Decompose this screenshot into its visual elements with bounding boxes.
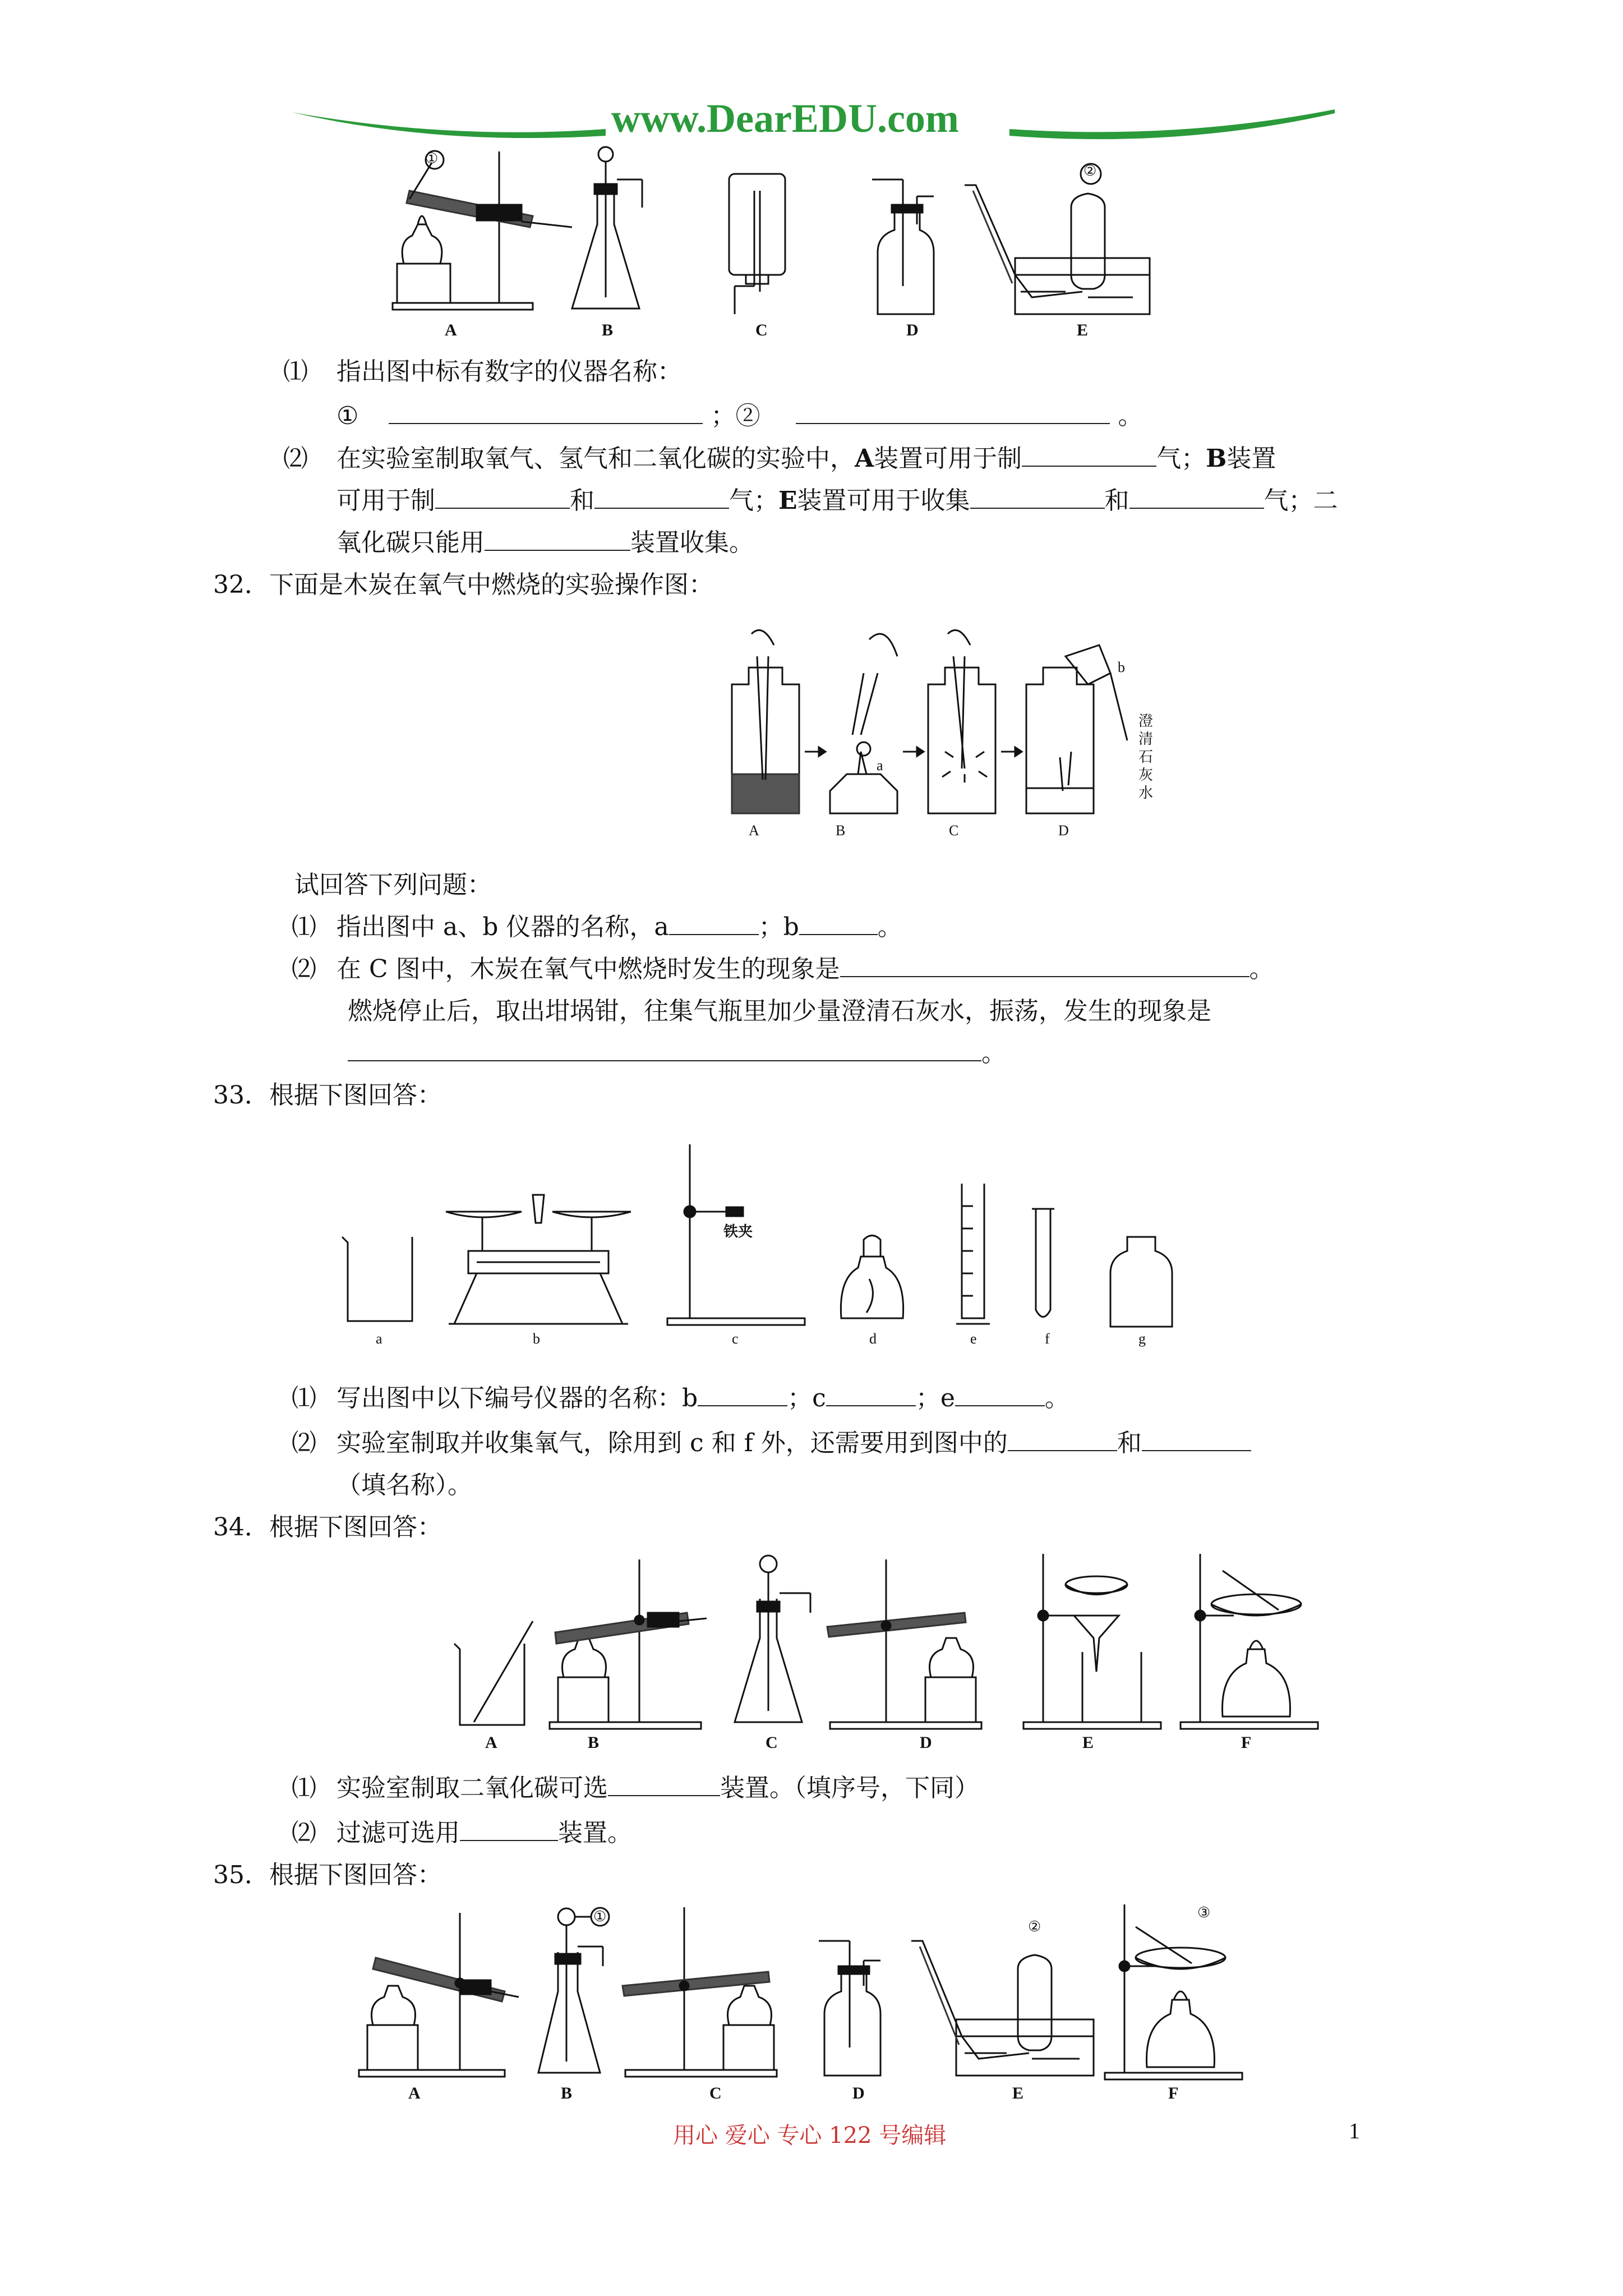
- q31-p2-line3: 氧化碳只能用 装置收集。: [336, 528, 754, 557]
- blank-q32-a[interactable]: [669, 912, 759, 935]
- footer-text: 用心 爱心 专心 122 号编辑: [673, 2123, 947, 2148]
- q31-p2-num: ⑵: [283, 444, 308, 473]
- q33-graduated-cylinder: [953, 1184, 998, 1329]
- q33-label-d: d: [869, 1331, 877, 1347]
- site-logo-text: www.DearEDU.com: [611, 96, 959, 141]
- banner-swoosh-left: [292, 101, 606, 146]
- q31-apparatus-A: [387, 151, 578, 320]
- q33-p2-line2: （填名称）。: [336, 1471, 472, 1499]
- q32-label-C: C: [949, 822, 959, 839]
- q32-p1-num: ⑴: [292, 913, 316, 941]
- blank-q31-5[interactable]: [594, 485, 729, 509]
- q33-label-g: g: [1138, 1331, 1146, 1347]
- q34-label-A: A: [485, 1733, 497, 1752]
- q34-apparatus-C: [729, 1554, 819, 1731]
- q32-label-A: A: [749, 822, 759, 839]
- q33-clamp-label: 铁夹: [723, 1223, 753, 1240]
- q33-test-tube: [1029, 1206, 1057, 1329]
- q33-beaker: [339, 1234, 418, 1324]
- q35-marker-2: ②: [1028, 1918, 1041, 1935]
- q34-title: 34．根据下图回答：: [213, 1513, 442, 1542]
- q35-apparatus-A: [353, 1913, 522, 2081]
- blank-q31-3[interactable]: [1022, 443, 1156, 467]
- q35-label-D: D: [852, 2084, 865, 2102]
- q32-p2-num: ⑵: [292, 955, 316, 983]
- q31-apparatus-D: [872, 174, 945, 320]
- blank-q34-1[interactable]: [608, 1773, 720, 1796]
- q33-label-f: f: [1045, 1331, 1050, 1347]
- q35-label-A: A: [408, 2084, 421, 2102]
- q32-p1: 指出图中 a、b 仪器的名称，a ；b 。: [336, 913, 902, 941]
- q31-apparatus-C: [723, 174, 791, 320]
- q35-title: 35．根据下图回答：: [213, 1861, 442, 1889]
- banner-swoosh-right: [1009, 101, 1335, 146]
- q31-marker-1: ①: [425, 150, 439, 167]
- q34-p2-num: ⑵: [292, 1819, 316, 1847]
- blank-q33-g[interactable]: [1142, 1428, 1251, 1451]
- q35-apparatus-D: [819, 1935, 892, 2081]
- q35-label-F: F: [1168, 2084, 1179, 2102]
- q34-apparatus-F: [1178, 1554, 1324, 1731]
- q35-apparatus-B: [536, 1904, 631, 2081]
- q31-label-E: E: [1077, 321, 1089, 339]
- q31-label-A: A: [445, 321, 457, 339]
- q31-p1-text: 指出图中标有数字的仪器名称：: [336, 357, 682, 386]
- blank-q32-c[interactable]: [840, 954, 1249, 977]
- q33-p2-num: ⑵: [292, 1429, 316, 1457]
- q34-label-F: F: [1241, 1733, 1252, 1752]
- blank-q33-c[interactable]: [826, 1383, 916, 1406]
- q32-limewater-label: 澄 清 石 灰 水: [1138, 713, 1154, 802]
- q32-label-B: B: [836, 822, 846, 839]
- q33-gas-bottle: [1108, 1234, 1175, 1329]
- blank-q31-4[interactable]: [435, 485, 570, 509]
- q33-alcohol-lamp: [836, 1234, 909, 1324]
- q34-p1-num: ⑴: [292, 1774, 316, 1802]
- q34-apparatus-A: [451, 1621, 536, 1728]
- q32-title: 32．下面是木炭在氧气中燃烧的实验操作图：: [213, 570, 713, 599]
- q32-label-b: b: [1118, 659, 1125, 675]
- q33-p2: 实验室制取并收集氧气，除用到 c 和 f 外，还需要用到图中的 和: [336, 1428, 1251, 1459]
- q33-p1: 写出图中以下编号仪器的名称：b ；c ；e 。: [336, 1384, 1069, 1412]
- q35-apparatus-F: [1102, 1904, 1248, 2081]
- q34-apparatus-D: [824, 1559, 993, 1731]
- q33-title: 33．根据下图回答：: [213, 1081, 442, 1110]
- q35-marker-1: ①: [593, 1908, 607, 1925]
- blank-q33-e[interactable]: [955, 1383, 1045, 1406]
- q31-label-C: C: [755, 321, 768, 339]
- q31-marker-2: ②: [1083, 163, 1097, 179]
- q31-p1-line2: ① ；② 。: [336, 402, 1143, 430]
- q33-label-b: b: [533, 1331, 540, 1347]
- q35-marker-3: ③: [1197, 1904, 1211, 1921]
- q31-label-D: D: [906, 321, 919, 339]
- q33-label-a: a: [376, 1331, 382, 1347]
- q31-apparatus-E: [965, 163, 1150, 320]
- q32-p2-line2: 燃烧停止后，取出坩埚钳，往集气瓶里加少量澄清石灰水，振荡，发生的现象是: [348, 997, 1211, 1025]
- q35-label-E: E: [1012, 2084, 1024, 2102]
- q35-label-C: C: [709, 2084, 722, 2102]
- blank-q31-1[interactable]: [389, 401, 703, 424]
- q34-label-B: B: [588, 1733, 600, 1752]
- blank-q33-b[interactable]: [698, 1383, 787, 1406]
- page-number: 1: [1349, 2118, 1360, 2143]
- q33-label-e: e: [970, 1331, 977, 1347]
- q31-apparatus-B: [566, 146, 656, 320]
- q34-apparatus-B: [544, 1559, 712, 1731]
- blank-q34-2[interactable]: [460, 1818, 558, 1841]
- q32-intro: 试回答下列问题：: [294, 871, 492, 899]
- q31-label-B: B: [602, 321, 614, 339]
- q33-label-c: c: [732, 1331, 739, 1347]
- q33-balance: [443, 1189, 634, 1329]
- blank-q31-2[interactable]: [796, 401, 1110, 424]
- blank-q32-d[interactable]: [348, 1038, 981, 1061]
- q34-apparatus-E: [1021, 1554, 1166, 1731]
- blank-q31-7[interactable]: [1129, 485, 1264, 509]
- q31-p2-line2: 可用于制 和 气；E装置可用于收集 和 气；二: [336, 486, 1338, 515]
- q35-apparatus-E: [911, 1918, 1096, 2081]
- q31-p2-line1: 在实验室制取氧气、氢气和二氧化碳的实验中，A装置可用于制 气；B装置: [336, 444, 1276, 473]
- q32-label-a: a: [877, 757, 883, 774]
- q35-label-B: B: [561, 2084, 573, 2102]
- q34-p2: 过滤可选用 装置。: [336, 1819, 632, 1847]
- q32-charcoal-burning-diagram: [718, 623, 1166, 836]
- q32-p2-line1: 在 C 图中，木炭在氧气中燃烧时发生的现象是 。: [336, 955, 1274, 983]
- q33-p1-num: ⑴: [292, 1384, 316, 1412]
- q34-label-E: E: [1082, 1733, 1094, 1752]
- q34-p1: 实验室制取二氧化碳可选 装置。（填序号，下同）: [336, 1774, 979, 1802]
- blank-q31-8[interactable]: [485, 527, 630, 551]
- q32-p2-line3: 。: [348, 1038, 1006, 1069]
- blank-q33-f[interactable]: [1008, 1428, 1117, 1451]
- q32-label-D: D: [1058, 822, 1069, 839]
- q31-p1-num: ⑴: [283, 357, 308, 386]
- blank-q31-6[interactable]: [970, 485, 1105, 509]
- q34-label-D: D: [920, 1733, 932, 1752]
- q35-apparatus-C: [620, 1907, 788, 2081]
- q34-label-C: C: [766, 1733, 778, 1752]
- blank-q32-b[interactable]: [799, 912, 878, 935]
